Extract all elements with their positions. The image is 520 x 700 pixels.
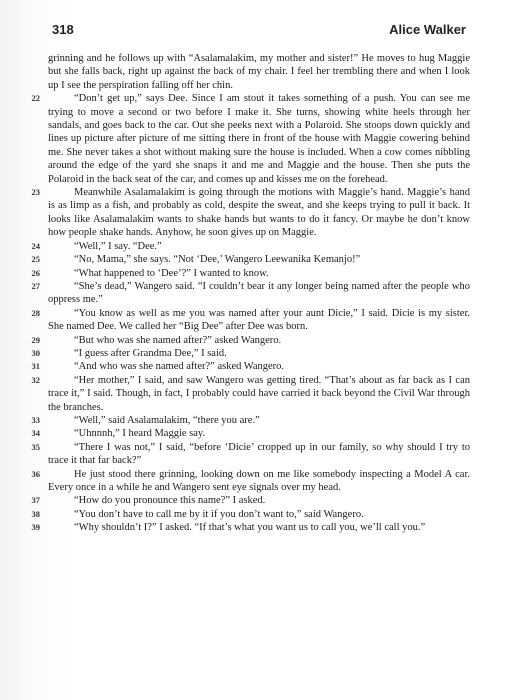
paragraph-number: 34: [31, 428, 40, 439]
paragraph-number: 26: [31, 267, 40, 278]
paragraph-number: 38: [31, 508, 40, 519]
paragraph-text: “No, Mama,” she says. “Not ‘Dee,’ Wangero Leewanika Kemanjo!”: [74, 254, 361, 266]
paragraph: [31, 414, 470, 427]
paragraph: [31, 253, 470, 266]
paragraph: [31, 347, 470, 360]
paragraph-number: 25: [31, 254, 40, 265]
paragraph: [31, 374, 470, 414]
paragraph-number: 36: [31, 468, 40, 479]
paragraph: [31, 427, 470, 440]
paragraph: [31, 468, 470, 495]
paragraph-number: 39: [31, 522, 40, 533]
paragraph-number: 23: [31, 187, 40, 198]
paragraph: [31, 441, 470, 468]
paragraph-text: “Why shouldn’t I?” I asked. “If that’s what you want us to call you, we’ll call you.”: [74, 522, 426, 534]
story-text: [31, 52, 470, 535]
paragraph-number: 29: [31, 334, 40, 345]
paragraph: [31, 360, 470, 373]
paragraph-text: “Her mother,” I said, and saw Wangero was getting tired. “That’s about as far back as I can trace it,” I said. Though, in fact, I probably could have carried it back beyond the Civil War through the branches.: [48, 374, 470, 413]
paragraph-text: “How do you pronounce this name?” I asked.: [74, 495, 266, 507]
paragraph: [31, 267, 470, 280]
paragraph: [31, 186, 470, 240]
paragraph-text: “She’s dead,” Wangero said. “I couldn’t bear it any longer being named after the people who oppress me.”: [48, 280, 470, 306]
paragraph-text: “But who was she named after?” asked Wangero.: [74, 334, 282, 346]
paragraph-text: “Well,” said Asalamalakim, “there you are.”: [74, 414, 260, 426]
paragraph-number: 30: [31, 347, 40, 358]
paragraph: [31, 508, 470, 521]
paragraph: [31, 334, 470, 347]
paragraph-text: “Well,” I say. “Dee.”: [74, 240, 162, 252]
running-head-author: Alice Walker: [389, 22, 466, 37]
paragraph-text: He just stood there grinning, looking down on me like somebody inspecting a Model A car. Every once in a while he and Wangero sent eye signals over my head.: [48, 468, 470, 493]
paragraph-text: “I guess after Grandma Dee,” I said.: [74, 347, 227, 359]
page-header: [52, 22, 466, 40]
paragraph-number: 33: [31, 414, 40, 425]
paragraph-text: “There I was not,” I said, “before ‘Dicie’ cropped up in our family, so why should I try to trace it that far back?”: [48, 441, 470, 467]
paragraph-number: 28: [31, 307, 40, 318]
paragraph-number: 31: [31, 361, 40, 372]
paragraph-text: “Don’t get up,” says Dee. Since I am stout it takes something of a push. You can see me trying to move a second or two before I make it. She turns, showing white heels through her sandals, and goes back to the car. Out she peeks next with a Polaroid. She stoops down quickly and lines up picture after picture of me sitting there in front of the house with Maggie cowering behind me. She never takes a shot without making sure the house is included. When a cow comes nibbling around the edge of the yard she snaps it and me and Maggie and the house. Then she puts the Polaroid in the back seat of the car, and comes up and kisses me on the forehead.: [48, 93, 470, 185]
paragraph: [31, 307, 470, 334]
paragraph: [31, 280, 470, 307]
paragraph: [31, 240, 470, 253]
paragraph-number: 22: [31, 93, 40, 104]
paragraph-number: 32: [31, 374, 40, 385]
paragraph-text: “And who was she named after?” asked Wangero.: [74, 361, 285, 373]
paragraph: [48, 52, 470, 92]
page-number: 318: [52, 22, 74, 37]
paragraph: [31, 521, 470, 534]
paragraph-number: 35: [31, 441, 40, 452]
paragraph-text: “You know as well as me you was named after your aunt Dicie,” I said. Dicie is my sister. She named Dee. We called her “Big Dee” after Dee was born.: [48, 307, 470, 333]
paragraph-text: Meanwhile Asalamalakim is going through the motions with Maggie’s hand. Maggie’s hand is as limp as a fish, and probably as cold, despite the sweat, and she keeps trying to pull it back. It looks like Asalamalakim wants to shake hands but wants to do it fancy. Or maybe he don’t know how people shake hands. Anyhow, he soon gives up on Maggie.: [48, 187, 470, 239]
paragraph: [31, 494, 470, 507]
paragraph-text: grinning and he follows up with “Asalamalakim, my mother and sister!” He moves to hug Maggie but she falls back, right up against the back of my chair. I feel her trembling there and when I look up I see the perspiration falling off her chin.: [48, 53, 470, 91]
paragraph-text: “What happened to ‘Dee’?” I wanted to know.: [74, 267, 269, 279]
paragraph-number: 27: [31, 280, 40, 291]
paragraph: [31, 92, 470, 186]
paragraph-number: 24: [31, 240, 40, 251]
paragraph-text: “Uhnnnh,” I heard Maggie say.: [74, 428, 206, 440]
paragraph-number: 37: [31, 495, 40, 506]
paragraph-text: “You don’t have to call me by it if you don’t want to,” said Wangero.: [74, 508, 364, 520]
